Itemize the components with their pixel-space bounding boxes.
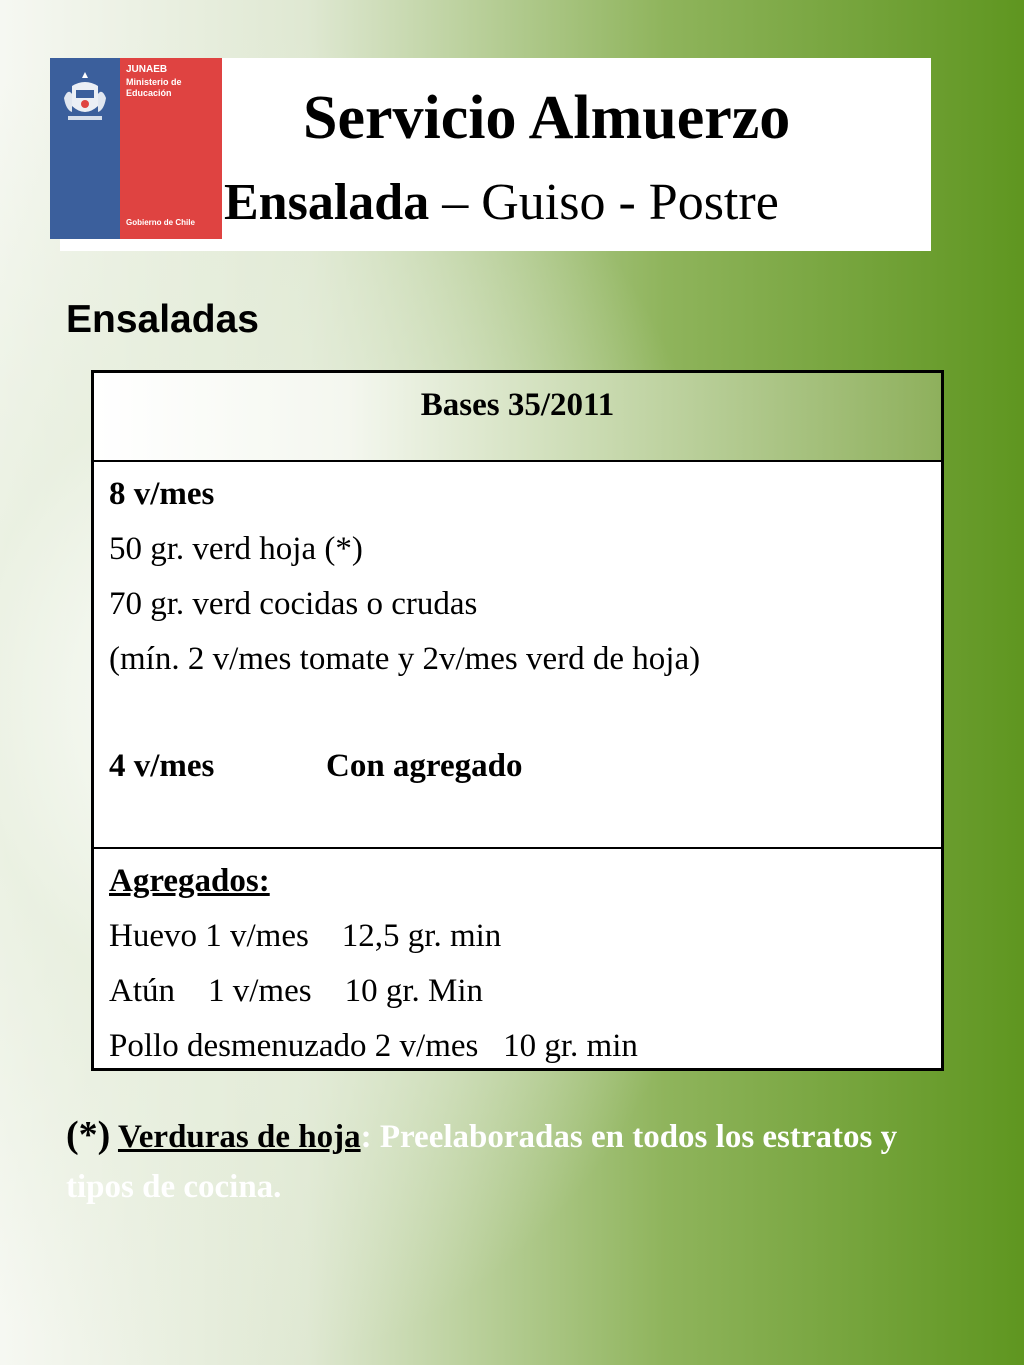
logo-brand-text xyxy=(126,64,218,99)
additions-title: Agregados: xyxy=(109,863,270,899)
salad-line-1: 50 gr. verd hoja (*) xyxy=(109,531,363,567)
subtitle-bold: Ensalada xyxy=(224,174,430,231)
freq-main: 8 v/mes xyxy=(109,476,215,512)
logo-government: Gobierno de Chile xyxy=(126,218,195,227)
extra-label: Con agregado xyxy=(326,748,523,784)
addition-item: Pollo desmenuzado 2 v/mes 10 gr. min xyxy=(109,1028,638,1064)
freq-extra: 4 v/mes xyxy=(109,748,215,784)
requirements-table xyxy=(91,370,944,1071)
section-heading: Ensaladas xyxy=(66,298,259,341)
logo-org: JUNAEB xyxy=(126,64,168,75)
table-header xyxy=(94,373,941,462)
coat-of-arms-icon xyxy=(60,68,110,128)
salad-line-3: (mín. 2 v/mes tomate y 2v/mes verd de hoja) xyxy=(109,641,701,677)
logo-blue-panel xyxy=(50,58,120,239)
table-header-label: Bases 35/2011 xyxy=(420,387,615,423)
footnote-term: Verduras de hoja xyxy=(117,1119,361,1155)
logo-red-panel xyxy=(120,58,222,239)
footnote-mark: (*) xyxy=(66,1114,111,1156)
logo-ministry-line2: Educación xyxy=(126,88,172,98)
subtitle-rest: – Guiso - Postre xyxy=(429,174,779,231)
page-subtitle xyxy=(224,172,779,234)
table-row-additions xyxy=(94,849,941,1068)
salad-line-2: 70 gr. verd cocidas o crudas xyxy=(109,586,478,622)
government-logo xyxy=(50,58,222,239)
footnote xyxy=(66,1110,946,1212)
table-row-salads xyxy=(94,462,941,849)
footnote-text: : Preelaboradas en todos los estratos y tipos de cocina. xyxy=(66,1119,898,1205)
addition-item: Huevo 1 v/mes 12,5 gr. min xyxy=(109,918,502,954)
logo-ministry-line1: Ministerio de xyxy=(126,77,182,87)
page-title: Servicio Almuerzo xyxy=(303,84,791,152)
addition-item: Atún 1 v/mes 10 gr. Min xyxy=(109,973,484,1009)
